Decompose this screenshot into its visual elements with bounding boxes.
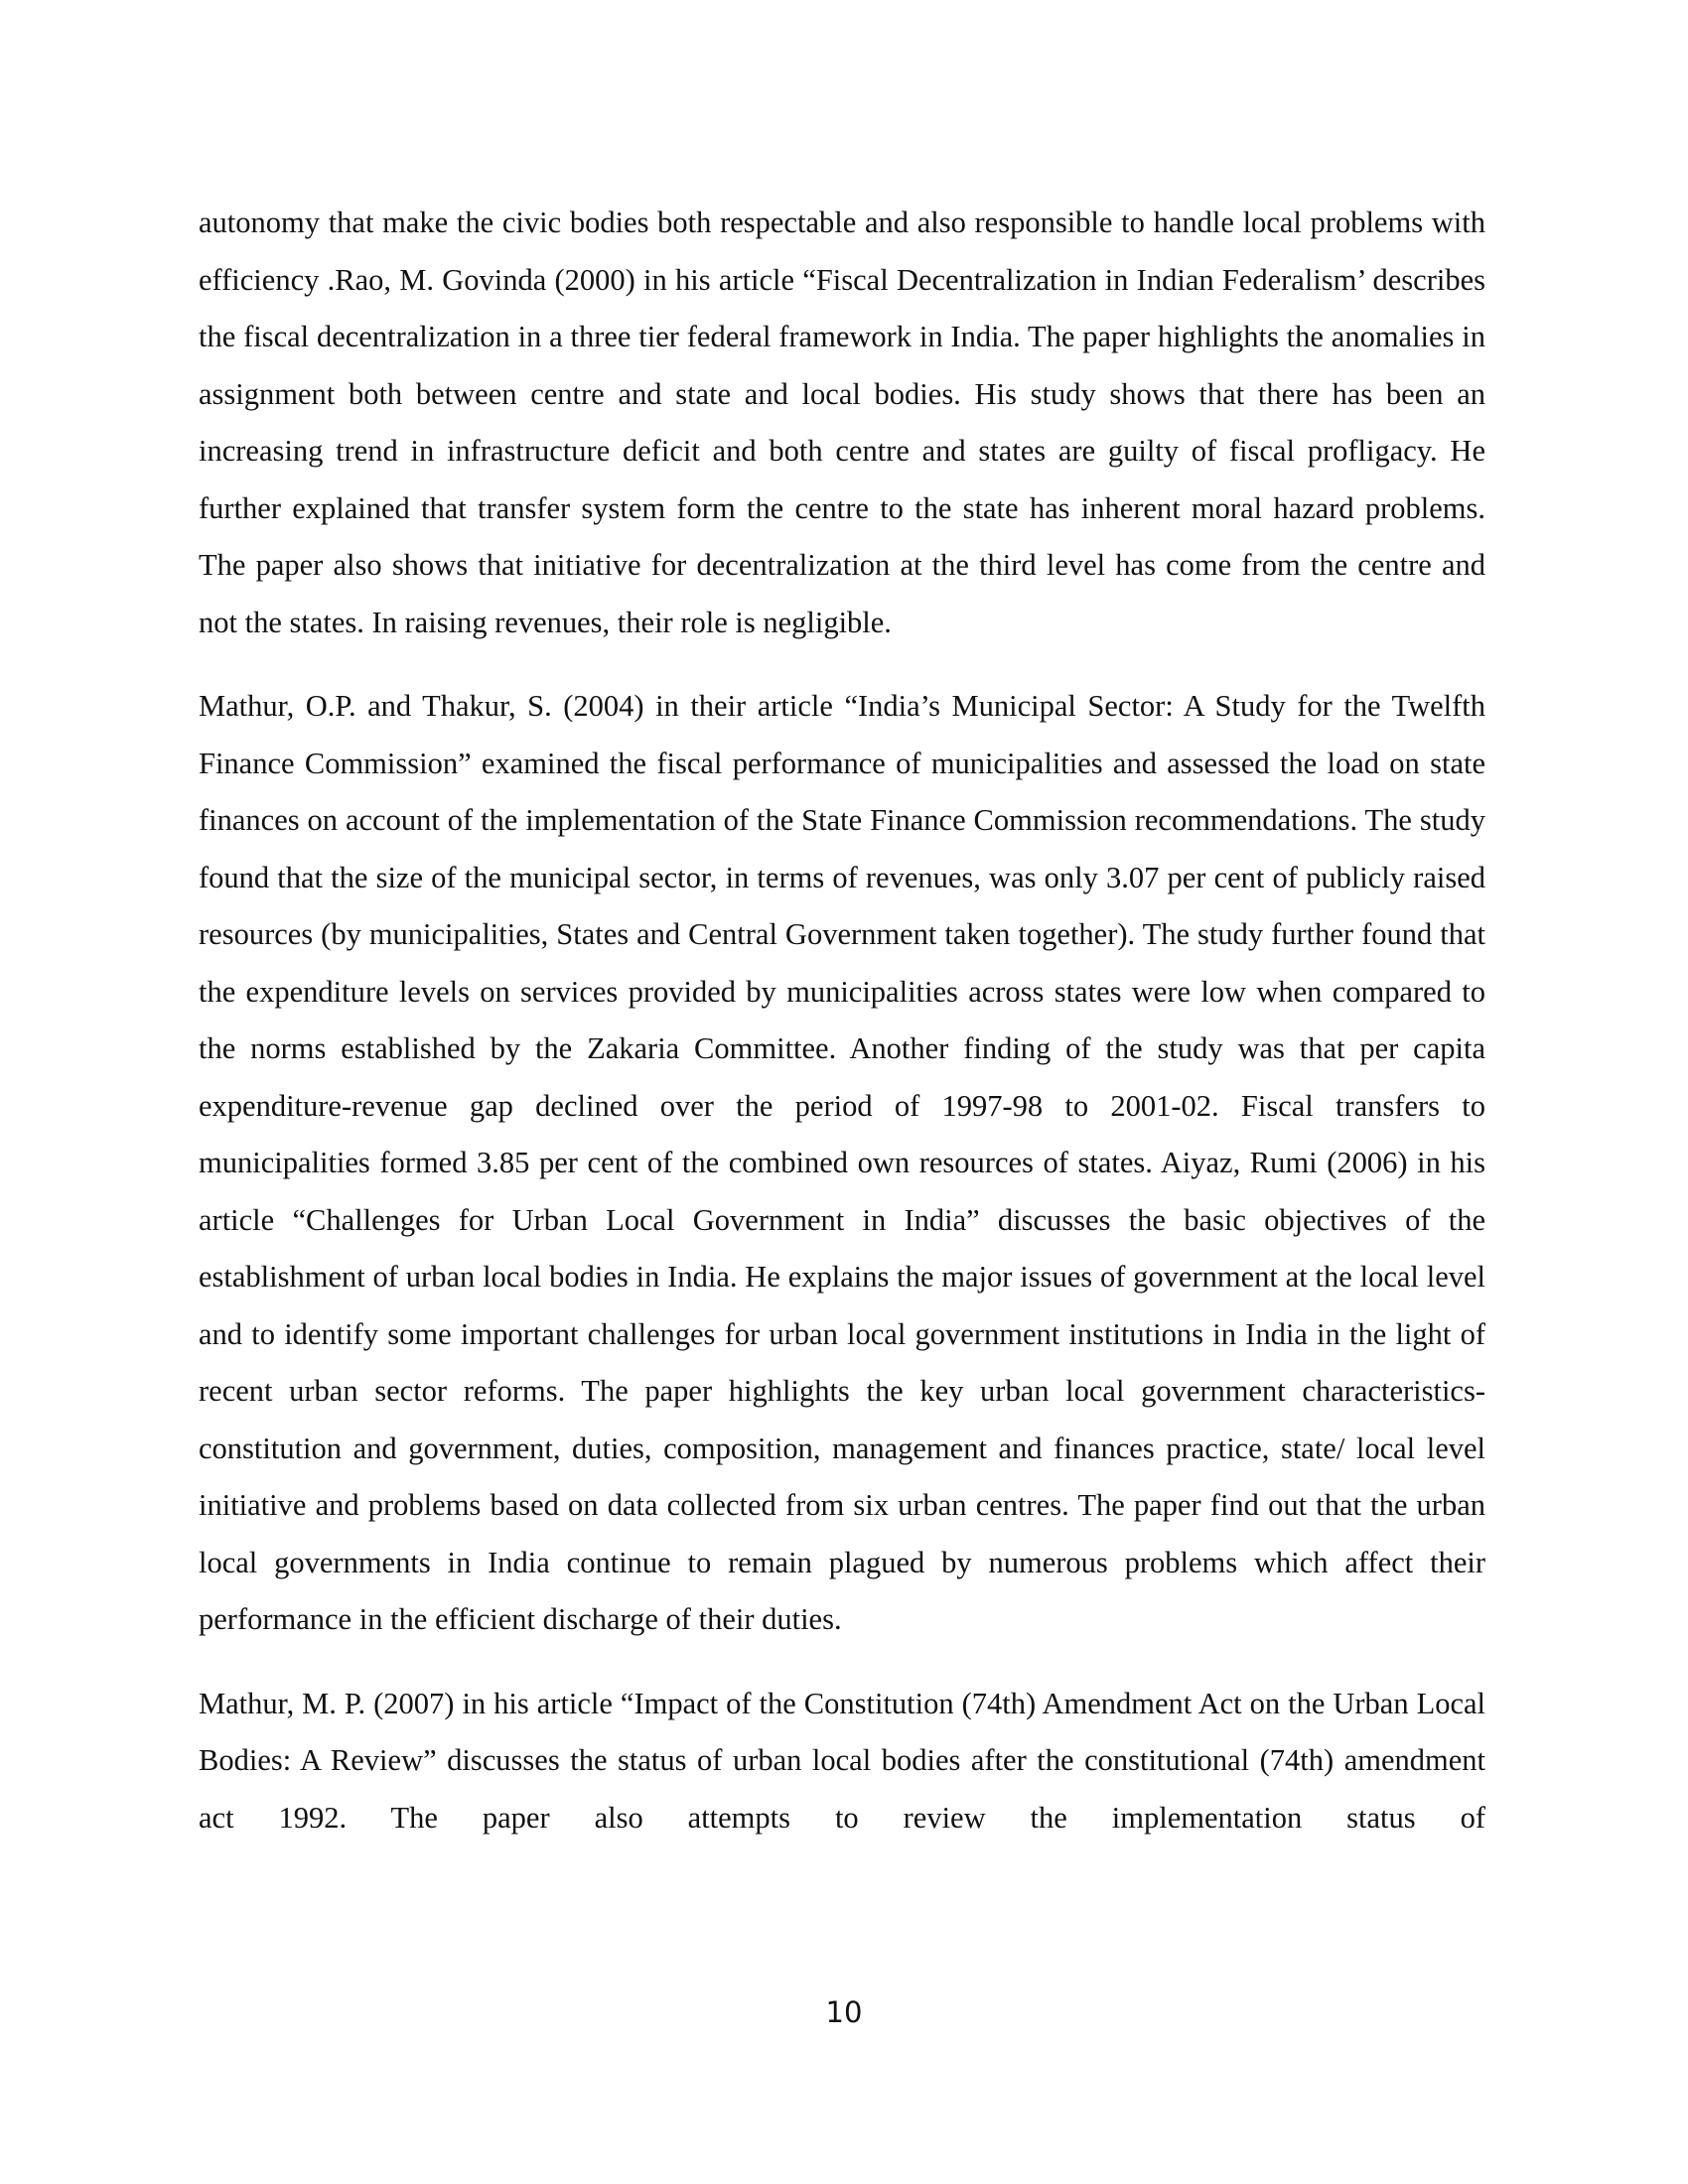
page-number: 10 (825, 1995, 863, 2029)
paragraph-mathur-thakur-aiyaz: Mathur, O.P. and Thakur, S. (2004) in their article “India’s Municipal Sector: A Study for the Twelfth Finance Commission” examined the fiscal performance of municipalities and assessed the load on state finances on account of the implementation of the State Finance Commission recommendations. The study found that the size of the municipal sector, in terms of revenues, was only 3.07 per cent of publicly raised resources (by municipalities, States and Central Government taken together). The study further found that the expenditure levels on services provided by municipalities across states were low when compared to the norms established by the Zakaria Committee. Another finding of the study was that per capita expenditure-revenue gap declined over the period of 1997-98 to 2001-02. Fiscal transfers to municipalities formed 3.85 per cent of the combined own resources of states. Aiyaz, Rumi (2006) in his article “Challenges for Urban Local Government in India” discusses the basic objectives of the establishment of urban local bodies in India. He explains the major issues of government at the local level and to identify some important challenges for urban local government institutions in India in the light of recent urban sector reforms. The paper highlights the key urban local government characteristics-constitution and government, duties, composition, management and finances practice, state/ local level initiative and problems based on data collected from six urban centres. The paper find out that the urban local governments in India continue to remain plagued by numerous problems which affect their performance in the efficient discharge of their duties. (199, 689, 1485, 1636)
paragraph-rao-govinda: autonomy that make the civic bodies both respectable and also responsible to handle local problems with efficiency .Rao, M. Govinda (2000) in his article “Fiscal Decentralization in Indian Federalism’ describes the fiscal decentralization in a three tier federal framework in India. The paper highlights the anomalies in assignment both between centre and state and local bodies. His study shows that there has been an increasing trend in infrastructure deficit and both centre and states are guilty of fiscal profligacy. He further explained that transfer system form the centre to the state has inherent moral hazard problems. The paper also shows that initiative for decentralization at the third level has come from the centre and not the states. In raising revenues, their role is negligible. (199, 205, 1485, 639)
document-body (199, 195, 1485, 1846)
paragraph-mathur-mp: Mathur, M. P. (2007) in his article “Impact of the Constitution (74th) Amendment Act on the Urban Local Bodies: A Review” discusses the status of urban local bodies after the constitutional (74th) amendment act 1992. The paper also attempts to review the implementation status of (199, 1686, 1485, 1835)
